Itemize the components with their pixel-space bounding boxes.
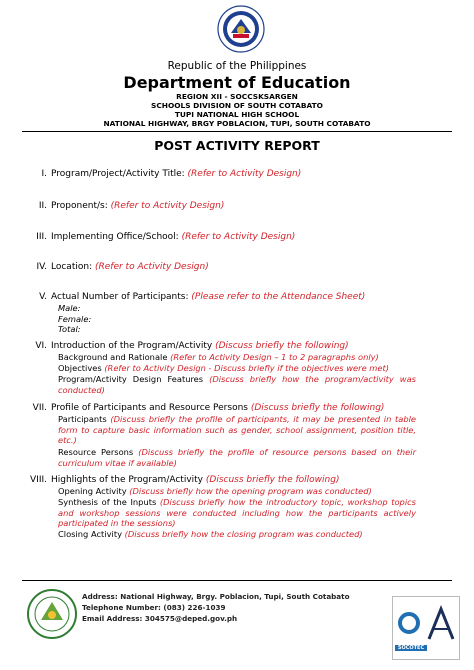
footer-telephone: Telephone Number: (083) 226-1039	[82, 603, 226, 612]
section-label: Proponent/s:	[51, 201, 108, 211]
section-note: (Discuss briefly the following)	[215, 341, 349, 351]
male-count-label: Male:	[58, 303, 81, 313]
footer-divider	[22, 580, 452, 581]
section-label: Location:	[51, 262, 93, 272]
section-introduction	[51, 341, 349, 352]
page-title: POST ACTIVITY REPORT	[154, 138, 320, 153]
opening-activity-item: Opening Activity (Discuss briefly how the opening program was conducted)	[58, 486, 372, 496]
section-note: (Refer to Activity Design)	[187, 169, 302, 179]
section-participants-count	[51, 292, 365, 303]
section-number: VI.	[35, 341, 47, 351]
section-note: (Discuss briefly the following)	[205, 475, 340, 485]
school-name: TUPI NATIONAL HIGH SCHOOL	[174, 110, 300, 119]
section-number: III.	[36, 232, 47, 242]
department-name: Department of Education	[123, 73, 351, 92]
section-label: Highlights of the Program/Activity	[51, 475, 204, 485]
section-location	[51, 262, 209, 273]
section-note: (Refer to Activity Design)	[94, 262, 209, 272]
deped-seal-logo	[217, 5, 265, 53]
participants-item: Participants (Discuss briefly the profile of participants, it may be presented in table form to capture basic information such as gender, school assignment, position title, etc.)	[58, 414, 416, 446]
section-note: (Refer to Activity Design)	[181, 232, 296, 242]
section-note: (Discuss briefly the following)	[250, 403, 385, 413]
header-divider	[22, 131, 452, 132]
region-line: REGION XII - SOCCSKSARGEN	[176, 92, 298, 101]
section-label: Introduction of the Program/Activity	[51, 341, 213, 351]
female-count-label: Female:	[58, 313, 92, 324]
closing-activity-item: Closing Activity (Discuss briefly how the closing program was conducted)	[58, 529, 363, 539]
footer-email: Email Address: 304575@deped.gov.ph	[82, 614, 238, 623]
footer-address: Address: National Highway, Brgy. Poblacion, Tupi, South Cotabato	[82, 592, 350, 601]
section-note: (Please refer to the Attendance Sheet)	[191, 292, 366, 302]
section-label: Profile of Participants and Resource Persons	[51, 403, 248, 413]
section-note: (Refer to Activity Design)	[110, 201, 225, 211]
total-count-label: Total:	[58, 324, 81, 334]
section-label: Implementing Office/School:	[51, 232, 179, 242]
division-line: SCHOOLS DIVISION OF SOUTH COTABATO	[151, 101, 323, 110]
section-label: Program/Project/Activity Title:	[51, 169, 185, 179]
section-number: VIII.	[30, 475, 47, 485]
section-proponents	[51, 201, 224, 212]
objectives-item: Objectives (Refer to Activity Design - Discuss briefly if the objectives were met)	[58, 363, 389, 373]
section-number: II.	[38, 201, 47, 211]
section-implementing-office	[51, 232, 295, 243]
section-number: IV.	[36, 262, 47, 272]
section-number: I.	[41, 169, 47, 179]
synthesis-inputs-item: Synthesis of the Inputs (Discuss briefly how the introductory topic, workshop topics and workshop sessions were conducted including how the participants actively participated in the sessions)	[58, 497, 417, 529]
certification-label: SOCOTEC	[395, 645, 427, 651]
design-features-item: Program/Activity Design Features (Discuss briefly how the program/activity was conducted)	[58, 374, 416, 395]
section-highlights	[51, 475, 339, 486]
section-label: Actual Number of Participants:	[51, 292, 189, 302]
school-logo	[26, 588, 78, 640]
section-number: V.	[39, 292, 47, 302]
background-rationale-item: Background and Rationale (Refer to Activity Design – 1 to 2 paragraphs only)	[58, 352, 379, 362]
section-program-title	[51, 169, 301, 180]
republic-line: Republic of the Philippines	[167, 60, 307, 72]
section-number: VII.	[32, 403, 47, 413]
certification-badge	[392, 596, 460, 660]
resource-persons-item: Resource Persons (Discuss briefly the profile of resource persons based on their curriculum vitae if available)	[58, 447, 416, 468]
section-profile	[51, 403, 384, 414]
school-address: NATIONAL HIGHWAY, BRGY POBLACION, TUPI, SOUTH COTABATO	[103, 119, 371, 128]
